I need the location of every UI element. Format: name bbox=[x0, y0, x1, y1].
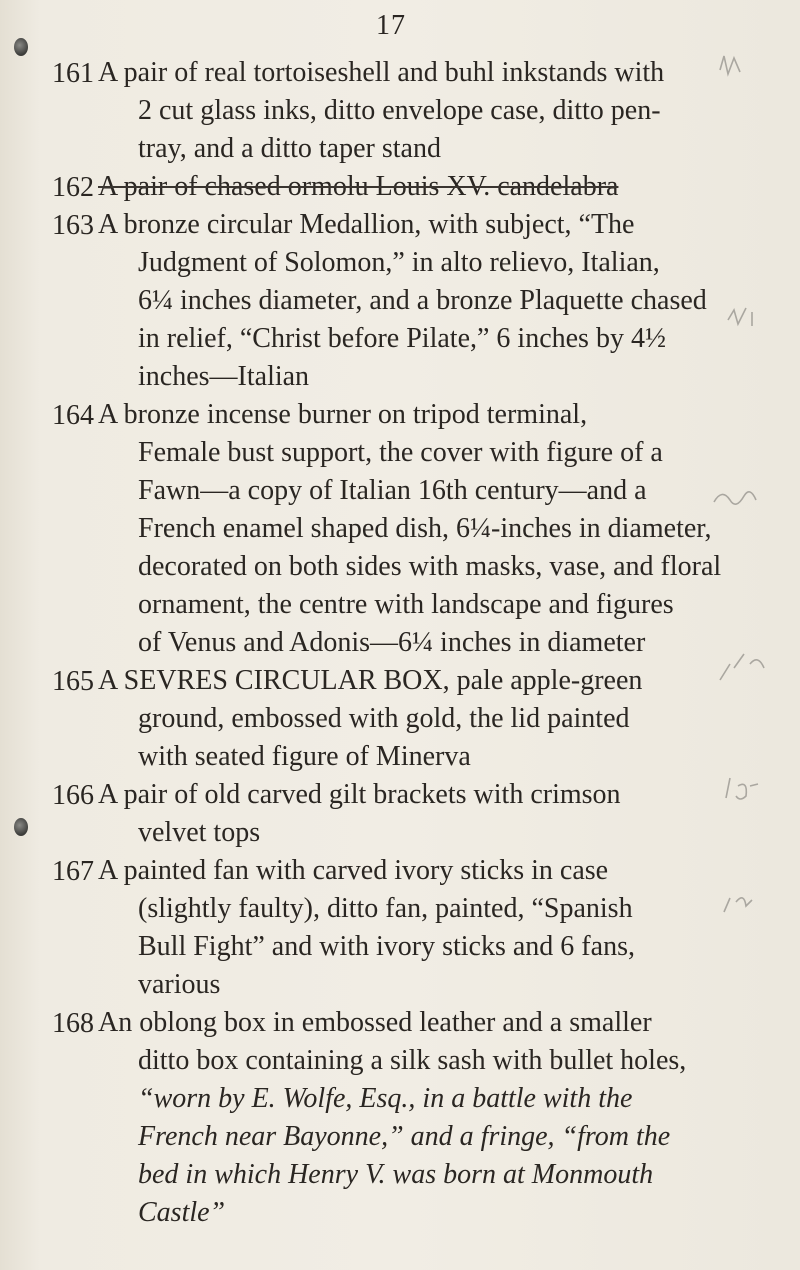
lot-line: bed in which Henry V. was born at Monmouth bbox=[138, 1159, 654, 1190]
lot-line: velvet tops bbox=[138, 817, 261, 848]
lot-line: A pair of chased ormolu Louis XV. candelabra bbox=[98, 171, 619, 202]
pencil-mark bbox=[720, 56, 740, 74]
pencil-mark bbox=[726, 778, 758, 799]
lot-number: 162 bbox=[52, 172, 94, 203]
lot-number: 161 bbox=[52, 58, 94, 89]
lot-line: 6¼ inches diameter, and a bronze Plaquette chased bbox=[138, 285, 707, 316]
lot-line: Female bust support, the cover with figure of a bbox=[138, 437, 663, 468]
lot-number: 166 bbox=[52, 780, 94, 811]
lot-line: An oblong box in embossed leather and a smaller bbox=[98, 1007, 652, 1038]
lot-line: 2 cut glass inks, ditto envelope case, ditto pen- bbox=[138, 95, 661, 126]
lot-line: A pair of real tortoiseshell and buhl inkstands with bbox=[98, 57, 665, 88]
lot-description bbox=[98, 396, 722, 662]
lot-line: inches—Italian bbox=[138, 361, 310, 392]
lot-line: French near Bayonne,” and a fringe, “from the bbox=[138, 1121, 671, 1152]
lot-line: “worn by E. Wolfe, Esq., in a battle with the bbox=[138, 1083, 633, 1114]
lot-number: 163 bbox=[52, 210, 94, 241]
lot-line: of Venus and Adonis—6¼ inches in diameter bbox=[138, 627, 646, 658]
binding-hole bbox=[14, 818, 28, 836]
lot-description bbox=[98, 1004, 694, 1232]
lot-line: A bronze circular Medallion, with subject, “The bbox=[98, 209, 635, 240]
lot-number: 167 bbox=[52, 856, 94, 887]
lot-line: Bull Fight” and with ivory sticks and 6 fans, bbox=[138, 931, 635, 962]
lot-line: Judgment of Solomon,” in alto relievo, Italian, bbox=[138, 247, 660, 278]
lot-line: ground, embossed with gold, the lid painted bbox=[138, 703, 630, 734]
lot-line: decorated on both sides with masks, vase, and floral bbox=[138, 551, 722, 582]
lot-description bbox=[98, 54, 694, 168]
handwritten-marks bbox=[700, 40, 790, 1020]
pencil-mark bbox=[728, 308, 752, 326]
lot-description bbox=[98, 662, 694, 776]
lot-line: various bbox=[138, 969, 221, 1000]
lot-line: Castle” bbox=[138, 1197, 226, 1228]
lot-line: A bronze incense burner on tripod terminal, bbox=[98, 399, 588, 430]
lot-number: 165 bbox=[52, 666, 94, 697]
lot-description bbox=[98, 852, 694, 1004]
lot-line: ornament, the centre with landscape and figures bbox=[138, 589, 674, 620]
lot-line: A pair of old carved gilt brackets with crimson bbox=[98, 779, 621, 810]
lot-line: ditto box containing a silk sash with bullet holes, bbox=[138, 1045, 687, 1076]
lot-description bbox=[98, 168, 694, 206]
pencil-mark bbox=[724, 898, 752, 912]
lot-line: with seated figure of Minerva bbox=[138, 741, 471, 772]
lot-line: tray, and a ditto taper stand bbox=[138, 133, 441, 164]
lot-line: A SEVRES CIRCULAR BOX, pale apple-green bbox=[98, 665, 643, 696]
lot-description bbox=[98, 206, 707, 396]
lot-line: Fawn—a copy of Italian 16th century—and a bbox=[138, 475, 647, 506]
lot-number: 168 bbox=[52, 1008, 94, 1039]
binding-hole bbox=[14, 38, 28, 56]
page-number: 17 bbox=[376, 10, 406, 41]
lot-line: French enamel shaped dish, 6¼-inches in diameter, bbox=[138, 513, 712, 544]
lot-number: 164 bbox=[52, 400, 94, 431]
lot-description bbox=[98, 776, 694, 852]
lot-line: (slightly faulty), ditto fan, painted, “Spanish bbox=[138, 893, 633, 924]
lot-line: A painted fan with carved ivory sticks in case bbox=[98, 855, 609, 886]
pencil-mark bbox=[720, 654, 764, 680]
lot-line: in relief, “Christ before Pilate,” 6 inches by 4½ bbox=[138, 323, 666, 354]
pencil-mark bbox=[714, 492, 756, 504]
